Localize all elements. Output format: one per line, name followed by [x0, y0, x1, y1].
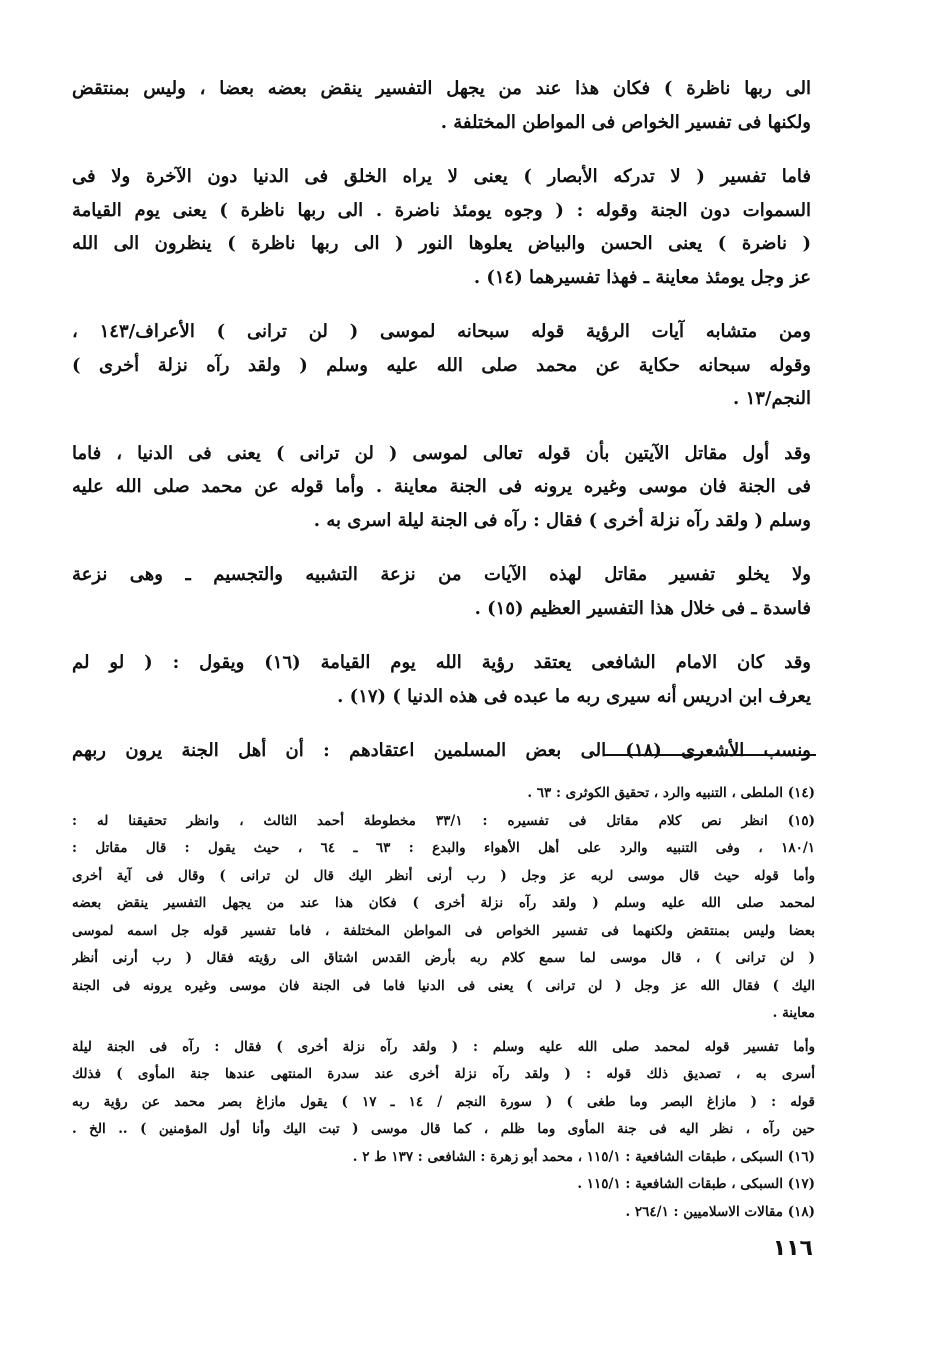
text-line: فاسدة ـ فى خلال هذا التفسير العظيم (١٥) .: [474, 597, 811, 619]
text-line: ونسب الأشعرى (١٨) الى بعض المسلمين اعتقادهم : أن أهل الجنة يرون ربهم: [72, 740, 811, 761]
footnote-line: أسرى به ، تصديق ذلك قوله : ( ولقد رآه نزلة أخرى عند سدرة المنتهى عندها جنة المأوى ) فذلك: [72, 1066, 815, 1082]
paragraph-5: [72, 558, 811, 625]
text-line: ولكنها فى تفسير الخواص فى المواطن المختلفة .: [440, 111, 811, 133]
paragraph-7: [72, 734, 811, 768]
text-line: وقد كان الامام الشافعى يعتقد رؤية الله يوم القيامة (١٦) ويقول : ( لو لم: [72, 652, 811, 673]
footnote-15-continued: [72, 1034, 815, 1144]
text-line: وقوله سبحانه حكاية عن محمد صلى الله عليه وسلم ( ولقد رآه نزلة أخرى ): [72, 354, 811, 376]
footnote-line: ١٨٠/١ ، وفى التنبيه والرد على أهل الأهواء والبدع : ٦٣ ـ ٦٤ ، حيث يقول : قال مقاتل :: [72, 840, 815, 856]
footnote-line: وأما تفسير قوله لمحمد صلى الله عليه وسلم : ( ولقد رآه نزلة أخرى ) فقال : رآه فى الجنة ليلة: [72, 1038, 815, 1055]
footnote-line: (١٨) مقالات الاسلاميين : ٢٦٤/١ .: [625, 1203, 815, 1220]
footnote-15: [72, 808, 815, 1028]
text-line: فاما تفسير ( لا تدركه الأبصار ) يعنى لا يراه الخلق فى الدنيا دون الآخرة ولا فى: [72, 166, 811, 187]
text-line: يعرف ابن ادريس أنه سيرى ربه ما عبده فى هذه الدنيا ) (١٧) .: [337, 685, 811, 707]
text-line: السموات دون الجنة وقوله : ( وجوه يومئذ ناضرة . الى ربها ناظرة ) يعنى يوم القيامة: [72, 199, 811, 221]
paragraph-6: [72, 646, 811, 713]
text-line: ومن متشابه آيات الرؤية قوله سبحانه لموسى ( لن ترانى ) الأعراف/١٤٣ ،: [72, 321, 811, 342]
footnotes: [72, 780, 815, 1226]
text-line: ولا يخلو تفسير مقاتل لهذه الآيات من نزعة التشبيه والتجسيم ـ وهى نزعة: [72, 564, 811, 585]
paragraph-2: [72, 160, 811, 294]
paragraph-4: [72, 437, 811, 538]
footnote-line: (١٦) السبكى ، طبقات الشافعية : ١١٥/١ ، محمد أبو زهرة : الشافعى : ١٣٧ ط ٢ .: [352, 1148, 815, 1165]
footnote-18: [72, 1199, 815, 1227]
footnote-line: معاينة .: [772, 1005, 815, 1021]
paragraph-1: [72, 72, 811, 139]
text-line: وسلم ( ولقد رآه نزلة أخرى ) فقال : رآه فى الجنة ليلة اسرى به .: [313, 509, 811, 531]
footnote-line: بعضا وليس بمنتقض ولكنهما فى تفسير الخواص فى المواطن المختلفة ، فاما تفسير قوله جل اسمه لموسى: [72, 922, 815, 939]
text-line: عز وجل يومئذ معاينة ـ فهذا تفسيرهما (١٤) .: [473, 266, 811, 288]
text-line: الى ربها ناظرة ) فكان هذا عند من يجهل التفسير ينقض بعضه بعضا ، وليس بمنتقض: [72, 78, 811, 99]
footnote-17: [72, 1171, 815, 1199]
footnote-line: قوله : ( مازاغ البصر وما طغى ) ( سورة النجم / ١٤ ـ ١٧ ) يقول مازاغ بصر محمد عن رؤية ربه: [72, 1093, 815, 1110]
footnote-14: [72, 780, 815, 808]
text-line: فى الجنة فان موسى وغيره يرونه فى الجنة معاينة . وأما قوله عن محمد صلى الله عليه: [72, 476, 811, 497]
footnote-line: حين رآه ، نظر اليه فى جنة المأوى وما ظلم ، كما قال موسى ( تبت اليك وأنا أول المؤمنين ) .. الخ .: [72, 1121, 815, 1137]
footnote-line: (١٧) السبكى ، طبقات الشافعية : ١١٥/١ .: [577, 1176, 815, 1192]
footnote-line: ( لن ترانى ) ، قال موسى لما سمع كلام ربه بأرض القدس اشتاق الى رؤيته فقال ( رب أرنى أنظر: [72, 950, 815, 966]
footnote-line: لمحمد صلى الله عليه وسلم ( ولقد رآه نزلة أخرى ) فكان هذا عند من يجهل التفسير ينقض بعضه: [72, 895, 815, 911]
footnote-divider: [603, 754, 816, 756]
page-number: ١١٦: [772, 1236, 813, 1261]
footnote-line: اليك ) فقال الله عز وجل ( لن ترانى ) يعنى فى الدنيا فاما فى الجنة فان موسى وغيره يرونه فى الجنة: [72, 977, 815, 994]
footnote-16: [72, 1144, 815, 1172]
text-line: ( ناضرة ) يعنى الحسن والبياض يعلوها النور ( الى ربها ناظرة ) ينظرون الى الله: [72, 233, 811, 254]
footnote-line: (١٥) انظر نص كلام مقاتل فى تفسيره : ٣٣/١ مخطوطة أحمد الثالث ، وانظر تحقيقنا له :: [72, 812, 815, 829]
paragraph-3: [72, 315, 811, 416]
footnote-line: وأما قوله حيث قال موسى لربه عز وجل ( رب أرنى أنظر اليك قال لن ترانى ) وقال فى آية أخرى: [72, 867, 815, 884]
footnote-line: (١٤) الملطى ، التنبيه والرد ، تحقيق الكوثرى : ٦٣ .: [527, 785, 815, 801]
text-line: النجم/١٣ .: [733, 388, 811, 409]
text-line: وقد أول مقاتل الآيتين بأن قوله تعالى لموسى ( لن ترانى ) يعنى فى الدنيا ، فاما: [72, 442, 811, 464]
main-text: [72, 72, 811, 789]
